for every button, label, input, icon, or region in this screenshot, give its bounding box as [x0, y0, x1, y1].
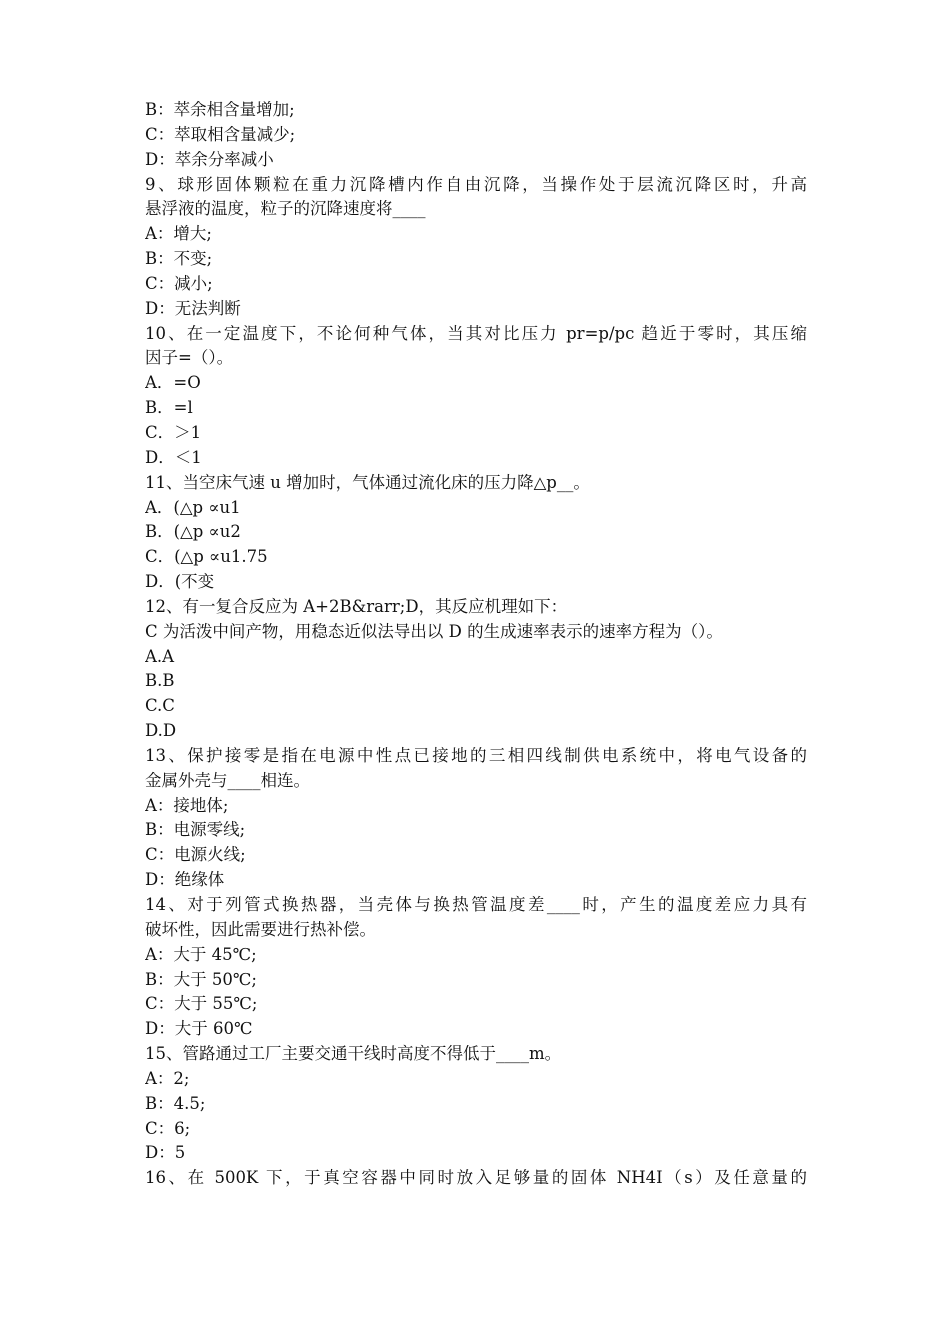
document-page: [145, 98, 807, 1191]
text-line: 12、有一复合反应为 A+2B&rarr;D，其反应机理如下：: [145, 596, 568, 616]
text-line: D：绝缘体: [145, 870, 225, 890]
text-line: 悬浮液的温度，粒子的沉降速度将____: [145, 199, 426, 219]
text-line: C：减小;: [145, 273, 213, 293]
text-line: B：4.5;: [145, 1093, 206, 1113]
text-line: B．=l: [145, 398, 193, 418]
text-line: 16、在 500K 下，于真空容器中同时放入足够量的固体 NH4I（s）及任意量的: [145, 1168, 807, 1188]
text-line: 10、在一定温度下，不论何种气体，当其对比压力 pr=p/pc 趋近于零时，其压缩: [145, 323, 807, 343]
text-line: D：萃余分率减小: [145, 149, 274, 169]
text-line: A：接地体;: [145, 795, 229, 815]
text-line: B：不变;: [145, 249, 213, 269]
text-line: C.C: [145, 696, 175, 716]
text-line: 15、管路通过工厂主要交通干线时高度不得低于____m。: [145, 1044, 562, 1064]
text-line: B．(△p ∝u2: [145, 522, 241, 542]
text-line: C．(△p ∝u1.75: [145, 547, 268, 567]
text-line: C：电源火线;: [145, 845, 246, 865]
text-line: C：萃取相含量减少;: [145, 124, 296, 144]
text-line: B.B: [145, 671, 175, 691]
text-line: D：5: [145, 1143, 186, 1163]
text-line: A：大于 45℃;: [145, 944, 257, 964]
text-line: D．(不变: [145, 572, 215, 592]
text-line: 破坏性，因此需要进行热补偿。: [145, 919, 376, 939]
text-line: A：2;: [145, 1068, 190, 1088]
text-line: 9、球形固体颗粒在重力沉降槽内作自由沉降，当操作处于层流沉降区时，升高: [145, 174, 807, 194]
text-line: A.A: [145, 646, 175, 666]
text-line: 因子=（）。: [145, 348, 234, 368]
text-line: B：电源零线;: [145, 820, 246, 840]
text-line: D：大于 60℃: [145, 1019, 253, 1039]
text-line: C．＞1: [145, 422, 202, 442]
text-line: B：大于 50℃;: [145, 969, 257, 989]
text-line: D.D: [145, 721, 177, 741]
text-line: 11、当空床气速 u 增加时，气体通过流化床的压力降△p__。: [145, 472, 590, 492]
text-line: C 为活泼中间产物，用稳态近似法导出以 D 的生成速率表示的速率方程为（）。: [145, 621, 723, 641]
text-line: 14、对于列管式换热器，当壳体与换热管温度差____时，产生的温度差应力具有: [145, 895, 807, 914]
text-line: C：大于 55℃;: [145, 994, 258, 1014]
text-line: D：无法判断: [145, 298, 241, 318]
text-line: B：萃余相含量增加;: [145, 100, 295, 119]
text-line: 13、保护接零是指在电源中性点已接地的三相四线制供电系统中，将电气设备的: [145, 745, 807, 765]
text-line: D．＜1: [145, 447, 202, 467]
text-line: 金属外壳与____相连。: [145, 770, 310, 790]
text-line: A．(△p ∝u1: [145, 497, 241, 517]
text-line: A．=O: [145, 373, 201, 393]
text-line: A：增大;: [145, 224, 212, 244]
text-line: C：6;: [145, 1118, 191, 1138]
